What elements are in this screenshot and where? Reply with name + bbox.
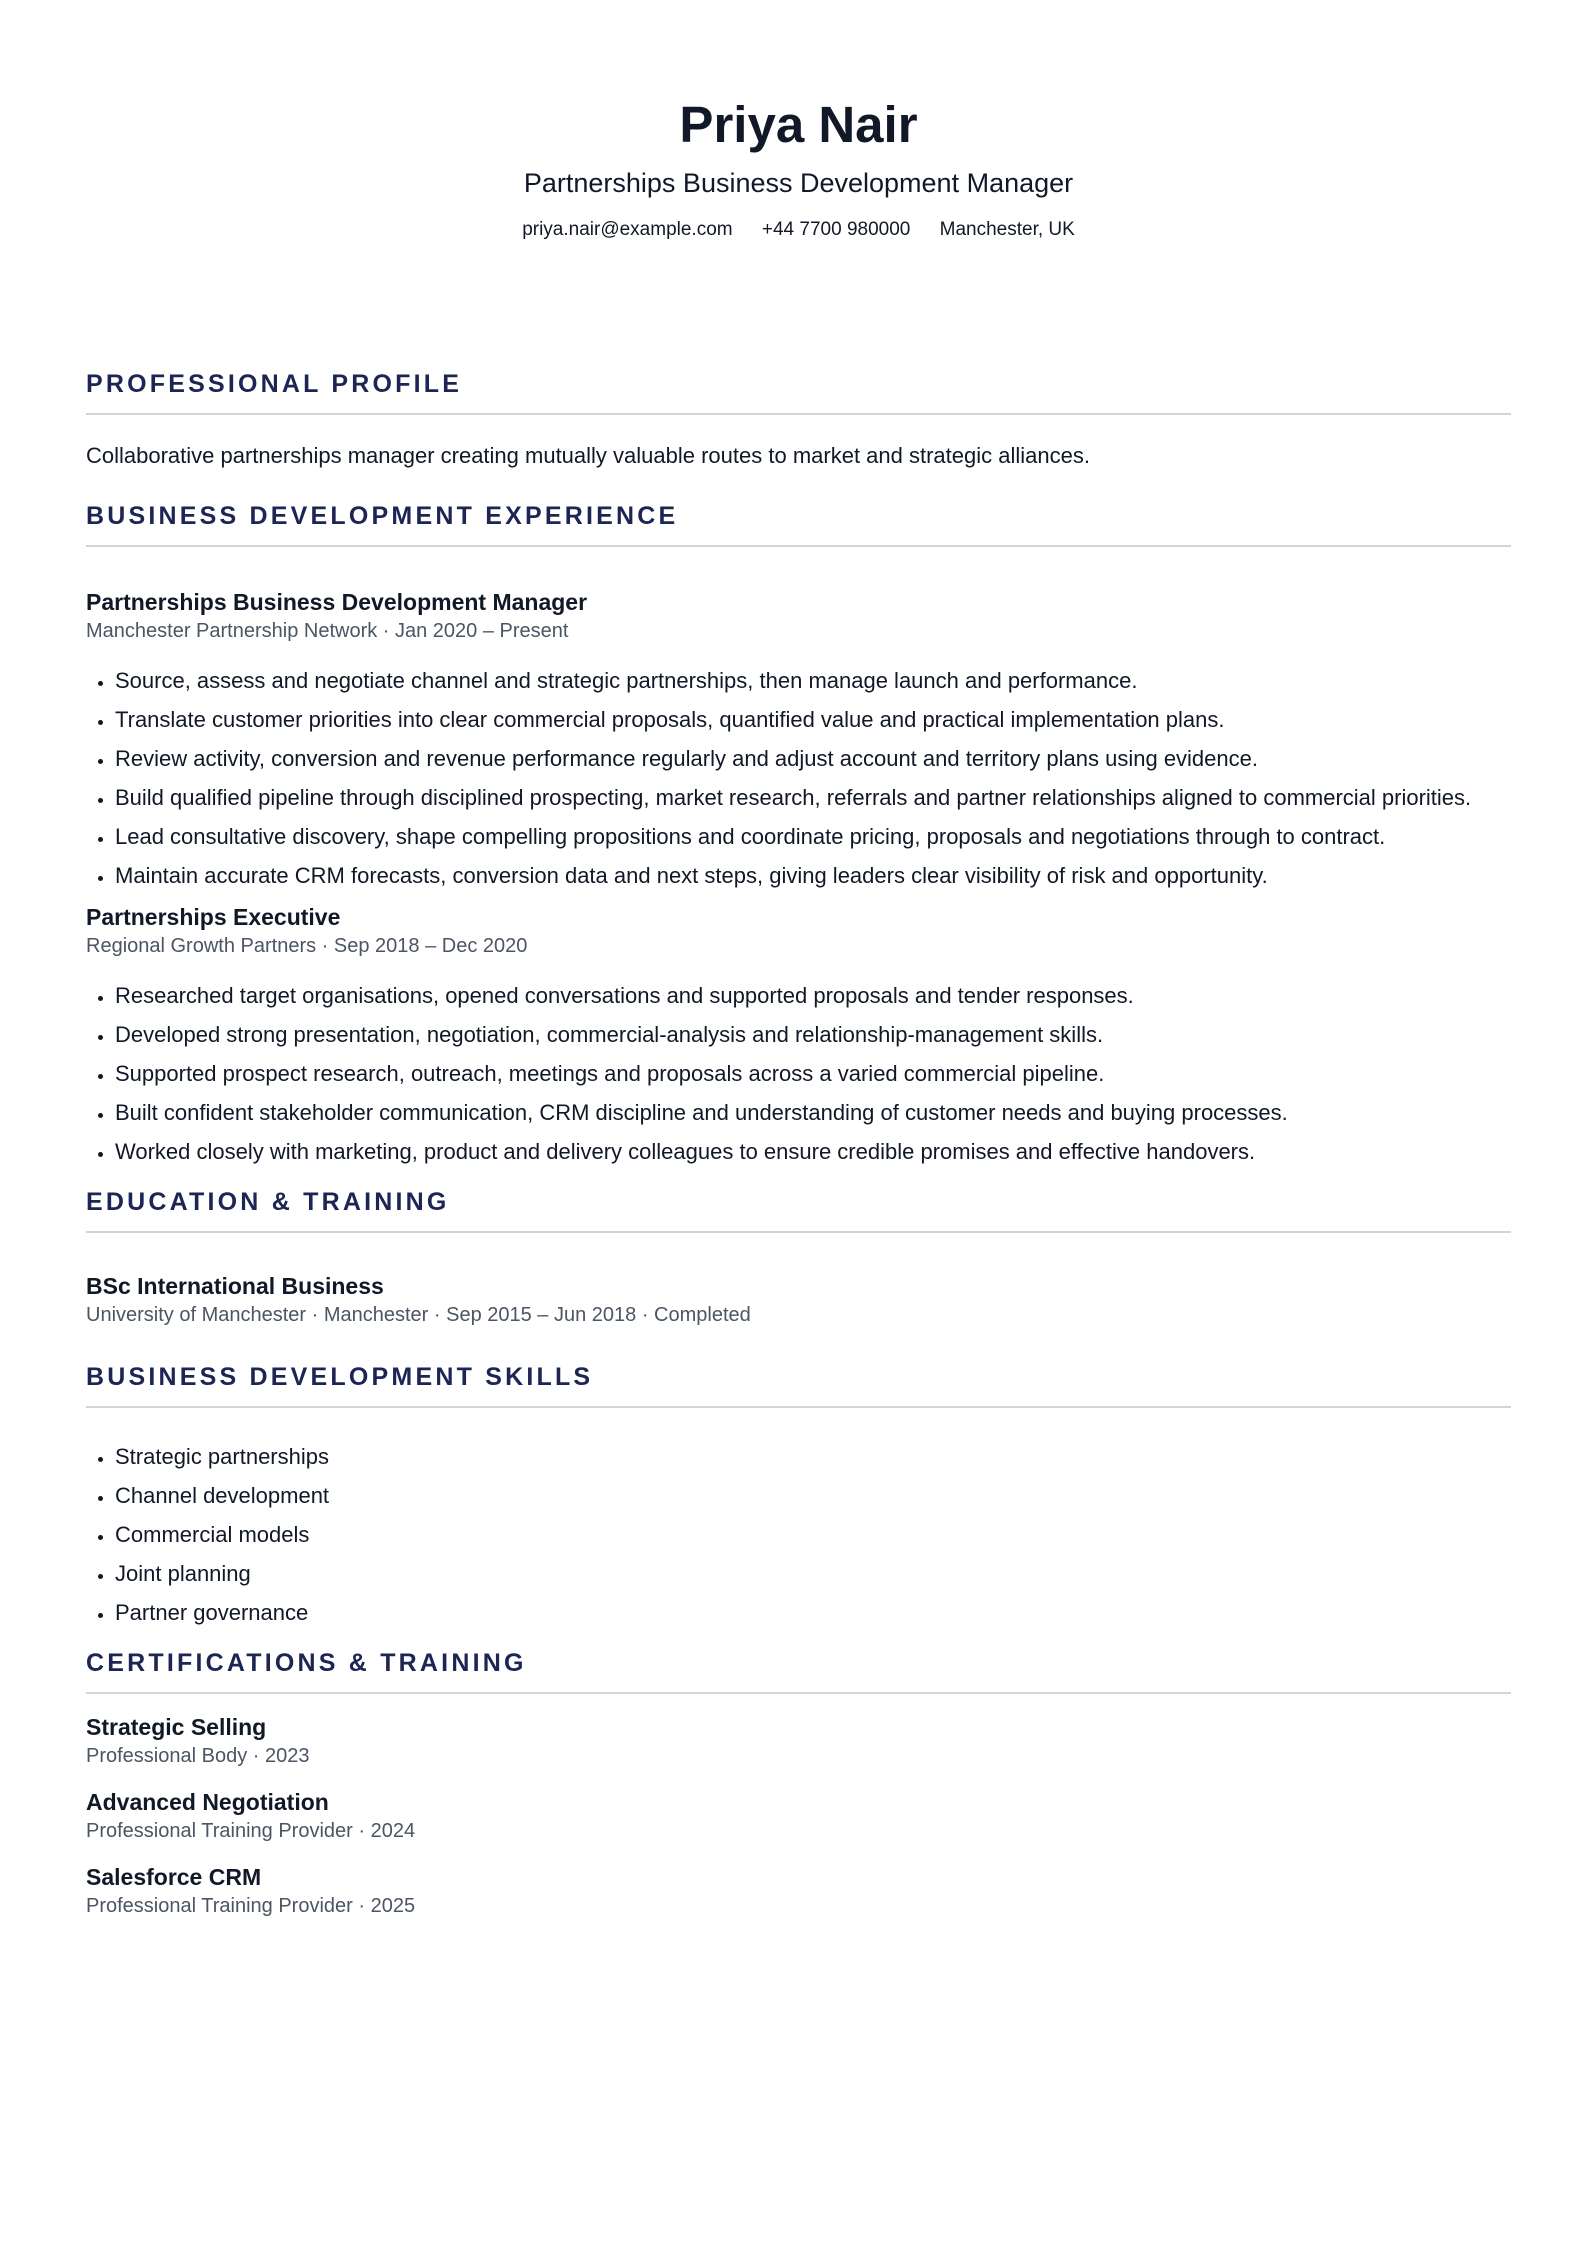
section-heading: PROFESSIONAL PROFILE — [86, 369, 1511, 415]
certification-name: Strategic Selling — [86, 1714, 267, 1740]
contact-line — [86, 218, 1511, 242]
profile-section — [86, 369, 1511, 471]
list-item: • Worked closely with marketing, product and delivery colleagues to ensure credible promises and effective handovers. — [115, 1139, 1511, 1165]
candidate-title: Partnerships Business Development Manager — [523, 168, 1074, 198]
contact-phone: +44 7700 980000 — [761, 219, 911, 240]
certification-meta: Professional Body · 2023 — [86, 1745, 310, 1767]
certification-entry — [86, 1712, 1511, 1769]
contact-email: priya.nair@example.com — [522, 219, 733, 240]
list-item: • Supported prospect research, outreach, meetings and proposals across a varied commercial pipeline. — [115, 1061, 1511, 1087]
list-item: • Joint planning — [115, 1561, 1511, 1587]
resume-page — [86, 0, 1511, 1932]
section-heading: CERTIFICATIONS & TRAINING — [86, 1648, 1511, 1694]
job-meta: Manchester Partnership Network · Jan 2020 – Present — [86, 620, 569, 642]
list-item: • Commercial models — [115, 1522, 1511, 1548]
list-item: • Channel development — [115, 1483, 1511, 1509]
list-item: • Partner governance — [115, 1600, 1511, 1626]
certification-name: Salesforce CRM — [86, 1864, 262, 1890]
job-entry — [86, 902, 1511, 1165]
profile-summary: Collaborative partnerships manager creating mutually valuable routes to market and strategic alliances. — [86, 443, 1090, 468]
list-item: • Lead consultative discovery, shape compelling propositions and coordinate pricing, proposals and negotiations through to contract. — [115, 824, 1511, 850]
certification-entry — [86, 1862, 1511, 1919]
job-meta: Regional Growth Partners · Sep 2018 – Dec 2020 — [86, 935, 528, 957]
degree-meta: University of Manchester · Manchester · Sep 2015 – Jun 2018 · Completed — [86, 1304, 751, 1326]
job-entry — [86, 587, 1511, 889]
certification-entry — [86, 1787, 1511, 1844]
list-item: • Source, assess and negotiate channel and strategic partnerships, then manage launch and performance. — [115, 668, 1511, 694]
resume-header — [86, 0, 1511, 242]
list-item: • Review activity, conversion and revenue performance regularly and adjust account and territory plans using evidence. — [115, 746, 1511, 772]
degree-title: BSc International Business — [86, 1273, 384, 1299]
list-item: • Built confident stakeholder communication, CRM discipline and understanding of customer needs and buying processes. — [115, 1100, 1511, 1126]
list-item: • Translate customer priorities into clear commercial proposals, quantified value and practical implementation plans. — [115, 707, 1511, 733]
skills-list — [86, 1444, 1511, 1626]
list-item: • Maintain accurate CRM forecasts, conversion data and next steps, giving leaders clear visibility of risk and opportunity. — [115, 863, 1511, 889]
list-item: • Researched target organisations, opened conversations and supported proposals and tender responses. — [115, 983, 1511, 1009]
contact-location: Manchester, UK — [939, 219, 1075, 240]
experience-section — [86, 501, 1511, 1165]
certification-meta: Professional Training Provider · 2024 — [86, 1820, 416, 1842]
job-title: Partnerships Executive — [86, 904, 341, 930]
list-item: • Strategic partnerships — [115, 1444, 1511, 1470]
certifications-section — [86, 1648, 1511, 1919]
education-section — [86, 1187, 1511, 1328]
list-item: • Build qualified pipeline through disciplined prospecting, market research, referrals and partner relationships aligned to commercial priorities. — [115, 785, 1511, 811]
section-heading: BUSINESS DEVELOPMENT SKILLS — [86, 1362, 1511, 1408]
skills-section — [86, 1362, 1511, 1626]
job-bullets — [86, 983, 1511, 1165]
candidate-name: Priya Nair — [679, 96, 918, 153]
section-heading: EDUCATION & TRAINING — [86, 1187, 1511, 1233]
certification-name: Advanced Negotiation — [86, 1789, 329, 1815]
list-item: • Developed strong presentation, negotiation, commercial-analysis and relationship-management skills. — [115, 1022, 1511, 1048]
section-heading: BUSINESS DEVELOPMENT EXPERIENCE — [86, 501, 1511, 547]
job-title: Partnerships Business Development Manager — [86, 589, 588, 615]
job-bullets — [86, 668, 1511, 889]
certification-meta: Professional Training Provider · 2025 — [86, 1895, 416, 1917]
